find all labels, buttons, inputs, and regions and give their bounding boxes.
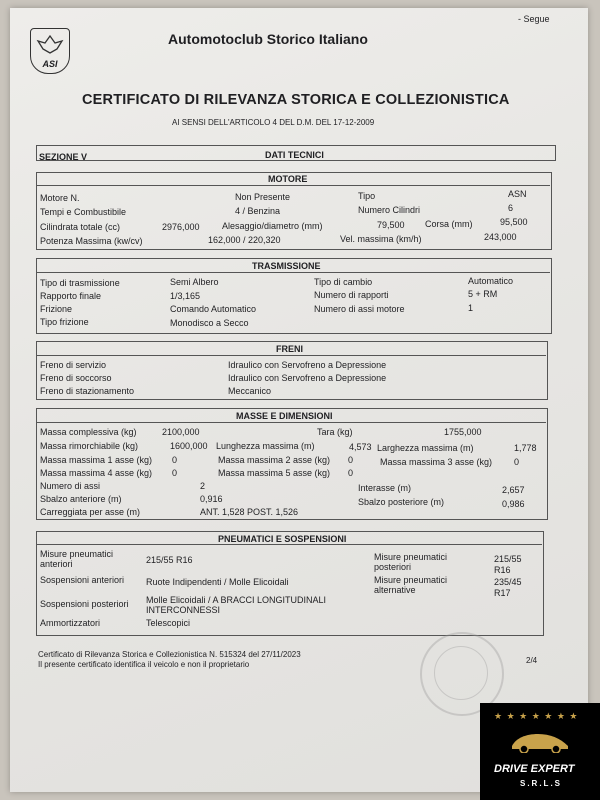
footer-note: Il presente certificato identifica il veicolo e non il proprietario xyxy=(38,660,250,669)
freno-soccorso-label: Freno di soccorso xyxy=(40,373,112,383)
cilindri-label: Numero Cilindri xyxy=(358,205,421,215)
tipo-frizione-value: Monodisco a Secco xyxy=(170,318,249,328)
pneumatici-posteriori-value-1: 215/55 xyxy=(494,554,522,564)
page-number: 2/4 xyxy=(526,656,538,665)
footer-certificate-number: Certificato di Rilevanza Storica e Collezionistica N. 515324 del 27/11/2023 xyxy=(38,650,301,659)
cilindrata-label: Cilindrata totale (cc) xyxy=(40,222,121,232)
lunghezza-massima-label: Lunghezza massima (m) xyxy=(216,441,315,451)
numero-assi-label: Numero di assi xyxy=(40,481,101,491)
org-name: Automotoclub Storico Italiano xyxy=(168,31,368,47)
larghezza-massima-label: Larghezza massima (m) xyxy=(377,443,474,453)
massa-asse-2-value: 0 xyxy=(348,455,354,465)
drive-expert-watermark xyxy=(480,703,600,800)
pneumatici-title: PNEUMATICI E SOSPENSIONI xyxy=(218,534,347,544)
tipo-value: ASN xyxy=(508,189,527,199)
sbalzo-posteriore-label: Sbalzo posteriore (m) xyxy=(358,497,445,507)
tara-label: Tara (kg) xyxy=(317,427,353,437)
logo-text: ASI xyxy=(42,59,58,69)
stars-row: ★ ★ ★ ★ ★ ★ ★ xyxy=(494,711,579,721)
sospensioni-anteriori-label: Sospensioni anteriori xyxy=(40,575,125,585)
massa-asse-1-label: Massa massima 1 asse (kg) xyxy=(40,455,153,465)
masse-title: MASSE E DIMENSIONI xyxy=(236,411,333,421)
potenza-label: Potenza Massima (kw/cv) xyxy=(40,236,143,246)
freno-servizio-value: Idraulico con Servofreno a Depressione xyxy=(228,360,387,370)
drive-expert-name: DRIVE EXPERT xyxy=(494,763,575,775)
motore-n-label: Motore N. xyxy=(40,193,80,203)
numero-rapporti-value: 5 + RM xyxy=(468,289,498,299)
tipo-cambio-label: Tipo di cambio xyxy=(314,277,373,287)
trasmissione-title: TRASMISSIONE xyxy=(252,261,321,271)
interasse-label: Interasse (m) xyxy=(358,483,412,493)
tipo-trasmissione-label: Tipo di trasmissione xyxy=(40,278,120,288)
pneumatici-anteriori-label-1: Misure pneumatici xyxy=(40,549,114,559)
section-title: DATI TECNICI xyxy=(265,150,324,160)
sbalzo-anteriore-value: 0,916 xyxy=(200,494,223,504)
tipo-trasmissione-value: Semi Albero xyxy=(170,277,219,287)
potenza-value: 162,000 / 220,320 xyxy=(208,235,281,245)
freni-title: FRENI xyxy=(276,344,303,354)
pneumatici-anteriori-label-2: anteriori xyxy=(40,559,73,569)
tara-value: 1755,000 xyxy=(444,427,482,437)
ammortizzatori-label: Ammortizzatori xyxy=(40,618,101,628)
alesaggio-label: Alesaggio/diametro (mm) xyxy=(222,221,323,231)
car-icon xyxy=(508,727,572,753)
pneumatici-alternative-value-1: 235/45 xyxy=(494,577,522,587)
rapporto-finale-label: Rapporto finale xyxy=(40,291,102,301)
section-name: SEZIONE V xyxy=(39,152,88,162)
pneumatici-alternative-label-1: Misure pneumatici xyxy=(374,575,448,585)
pneumatici-alternative-value-2: R17 xyxy=(494,588,511,598)
pneumatici-posteriori-value-2: R16 xyxy=(494,565,511,575)
frizione-label: Frizione xyxy=(40,304,73,314)
massa-asse-3-value: 0 xyxy=(514,457,520,467)
pneumatici-alternative-label-2: alternative xyxy=(374,585,416,595)
sospensioni-anteriori-value: Ruote Indipendenti / Molle Elicoidali xyxy=(146,577,289,587)
drive-expert-suffix: S.R.L.S xyxy=(520,779,563,788)
asi-logo xyxy=(30,28,70,74)
massa-asse-1-value: 0 xyxy=(172,455,178,465)
eagle-emblem-icon xyxy=(35,33,65,55)
pneumatici-posteriori-label-2: posteriori xyxy=(374,562,412,572)
tipo-cambio-value: Automatico xyxy=(468,276,514,286)
tempi-label: Tempi e Combustibile xyxy=(40,207,127,217)
massa-asse-4-label: Massa massima 4 asse (kg) xyxy=(40,468,153,478)
freno-stazionamento-value: Meccanico xyxy=(228,386,272,396)
tempi-value: 4 / Benzina xyxy=(235,206,281,216)
massa-asse-5-value: 0 xyxy=(348,468,354,478)
sospensioni-posteriori-label: Sospensioni posteriori xyxy=(40,599,129,609)
rapporto-finale-value: 1/3,165 xyxy=(170,291,201,301)
motore-title: MOTORE xyxy=(268,174,308,184)
massa-asse-2-label: Massa massima 2 asse (kg) xyxy=(218,455,331,465)
massa-asse-5-label: Massa massima 5 asse (kg) xyxy=(218,468,331,478)
numero-rapporti-label: Numero di rapporti xyxy=(314,290,389,300)
massa-rimorchiabile-label: Massa rimorchiabile (kg) xyxy=(40,441,139,451)
massa-asse-4-value: 0 xyxy=(172,468,178,478)
freno-soccorso-value: Idraulico con Servofreno a Depressione xyxy=(228,373,387,383)
freno-servizio-label: Freno di servizio xyxy=(40,360,107,370)
certificate-title: CERTIFICATO DI RILEVANZA STORICA E COLLEZIONISTICA xyxy=(82,92,510,108)
carreggiata-label: Carreggiata per asse (m) xyxy=(40,507,141,517)
massa-rimorchiabile-value: 1600,000 xyxy=(170,441,208,451)
carreggiata-value: ANT. 1,528 POST. 1,526 xyxy=(200,507,299,517)
assi-motore-value: 1 xyxy=(468,303,474,313)
pneumatici-posteriori-label-1: Misure pneumatici xyxy=(374,552,448,562)
sospensioni-posteriori-value-1: Molle Elicoidali / A BRACCI LONGITUDINALI xyxy=(146,595,327,605)
segue-label: - Segue xyxy=(518,14,550,24)
lunghezza-massima-value: 4,573 xyxy=(349,442,372,452)
numero-assi-value: 2 xyxy=(200,481,206,491)
massa-complessiva-label: Massa complessiva (kg) xyxy=(40,427,137,437)
sbalzo-anteriore-label: Sbalzo anteriore (m) xyxy=(40,494,122,504)
freno-stazionamento-label: Freno di stazionamento xyxy=(40,386,135,396)
velocita-label: Vel. massima (km/h) xyxy=(340,234,422,244)
velocita-value: 243,000 xyxy=(484,232,517,242)
alesaggio-value: 79,500 xyxy=(377,220,405,230)
tipo-label: Tipo xyxy=(358,191,376,201)
motore-n-value: Non Presente xyxy=(235,192,291,202)
massa-complessiva-value: 2100,000 xyxy=(162,427,200,437)
sospensioni-posteriori-value-2: INTERCONNESSI xyxy=(146,605,221,615)
pneumatici-anteriori-value: 215/55 R16 xyxy=(146,555,193,565)
sbalzo-posteriore-value: 0,986 xyxy=(502,499,525,509)
larghezza-massima-value: 1,778 xyxy=(514,443,537,453)
assi-motore-label: Numero di assi motore xyxy=(314,304,405,314)
ammortizzatori-value: Telescopici xyxy=(146,618,191,628)
interasse-value: 2,657 xyxy=(502,485,525,495)
corsa-value: 95,500 xyxy=(500,217,528,227)
frizione-value: Comando Automatico xyxy=(170,304,257,314)
corsa-label: Corsa (mm) xyxy=(425,219,473,229)
cilindrata-value: 2976,000 xyxy=(162,222,200,232)
massa-asse-3-label: Massa massima 3 asse (kg) xyxy=(380,457,493,467)
tipo-frizione-label: Tipo frizione xyxy=(40,317,89,327)
cilindri-value: 6 xyxy=(508,203,514,213)
certificate-subtitle: AI SENSI DELL'ARTICOLO 4 DEL D.M. DEL 17-12-2009 xyxy=(172,118,375,127)
